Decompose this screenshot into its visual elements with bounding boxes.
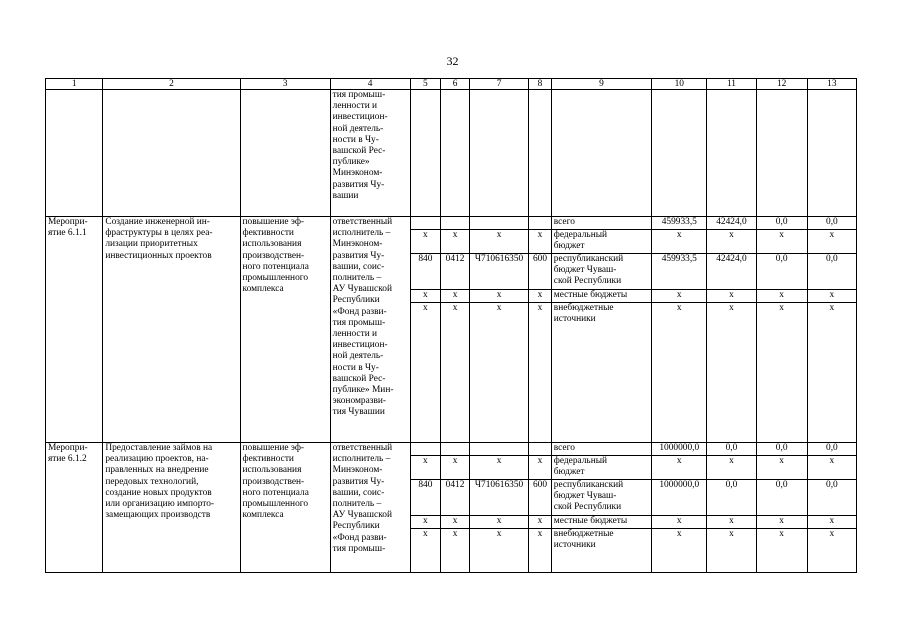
kbk-expense-type-cell xyxy=(529,443,552,456)
activity-id-cell: Меропри- ятие 6.1.1 xyxy=(46,217,103,443)
funding-source-cell: республиканский бюджет Чуваш- ской Республики xyxy=(551,254,651,290)
kbk-section-cell: 0412 xyxy=(441,254,470,290)
amount-cell: x xyxy=(807,303,856,443)
kbk-section-cell: x xyxy=(441,290,470,303)
funding-source-cell: федеральный бюджет xyxy=(551,456,651,480)
kbk-expense-type-cell: 600 xyxy=(529,254,552,290)
continuation-row xyxy=(46,90,857,217)
amount-cell: x xyxy=(756,230,807,254)
amount-cell: 1000000,0 xyxy=(652,443,707,456)
activity-goal-cell: повышение эф- фективности использования производствен- ного потенциала промышленного комплекса xyxy=(240,443,330,573)
funding-source-cell: всего xyxy=(551,217,651,230)
column-number-row xyxy=(46,79,857,90)
amount-cell: 459933,5 xyxy=(652,217,707,230)
amount-cell: x xyxy=(652,303,707,443)
amount-cell: x xyxy=(707,456,756,480)
kbk-expense-type-cell xyxy=(529,217,552,230)
kbk-target-article-cell: Ч710616350 xyxy=(469,480,528,516)
kbk-ministry-cell: 840 xyxy=(410,254,441,290)
amount-cell: 1000000,0 xyxy=(652,480,707,516)
amount-cell: x xyxy=(756,529,807,573)
amount-cell: 0,0 xyxy=(756,217,807,230)
amount-cell: x xyxy=(807,456,856,480)
kbk-ministry-cell: x xyxy=(410,230,441,254)
amount-cell: x xyxy=(807,230,856,254)
amount-cell: x xyxy=(756,290,807,303)
kbk-target-article-cell: x xyxy=(469,529,528,573)
funding-source-cell: внебюджетные источники xyxy=(551,303,651,443)
column-number: 6 xyxy=(441,79,470,90)
amount-cell: 0,0 xyxy=(707,443,756,456)
column-number: 9 xyxy=(551,79,651,90)
kbk-section-cell: 0412 xyxy=(441,480,470,516)
amount-cell: 0,0 xyxy=(707,480,756,516)
amount-cell: x xyxy=(756,303,807,443)
amount-cell: x xyxy=(807,290,856,303)
amount-cell: 0,0 xyxy=(807,217,856,230)
amount-cell: x xyxy=(707,516,756,529)
amount-cell: 0,0 xyxy=(807,480,856,516)
amount-cell: 0,0 xyxy=(807,254,856,290)
column-number: 1 xyxy=(46,79,103,90)
funding-source-cell: внебюджетные источники xyxy=(551,529,651,573)
kbk-expense-type-cell: x xyxy=(529,230,552,254)
activity-name-cell: Создание инженерной ин- фраструктуры в целях реа- лизации приоритетных инвестиционных проектов xyxy=(103,217,240,443)
executor-cell: тия промыш- ленности и инвестицион- ной деятель- ности в Чу- вашской Рес- публике» Минэконом- развития Чу- вашии xyxy=(330,90,410,217)
kbk-expense-type-cell: 600 xyxy=(529,480,552,516)
funding-source-cell: республиканский бюджет Чуваш- ской Республики xyxy=(551,480,651,516)
kbk-target-article-cell: x xyxy=(469,456,528,480)
amount-cell: x xyxy=(756,456,807,480)
kbk-ministry-cell: 840 xyxy=(410,480,441,516)
amount-cell: x xyxy=(756,516,807,529)
kbk-expense-type-cell: x xyxy=(529,303,552,443)
kbk-target-article-cell xyxy=(469,443,528,456)
funding-source-cell: всего xyxy=(551,443,651,456)
amount-cell: x xyxy=(807,529,856,573)
kbk-section-cell xyxy=(441,443,470,456)
amount-cell: x xyxy=(807,516,856,529)
table-row xyxy=(46,443,857,456)
amount-cell: x xyxy=(652,456,707,480)
kbk-target-article-cell: x xyxy=(469,516,528,529)
kbk-ministry-cell: x xyxy=(410,516,441,529)
kbk-section-cell: x xyxy=(441,230,470,254)
column-number: 4 xyxy=(330,79,410,90)
amount-cell: 0,0 xyxy=(756,443,807,456)
funding-source-cell: местные бюджеты xyxy=(551,290,651,303)
column-number: 10 xyxy=(652,79,707,90)
kbk-target-article-cell: x xyxy=(469,230,528,254)
column-number: 8 xyxy=(529,79,552,90)
kbk-ministry-cell: x xyxy=(410,529,441,573)
kbk-section-cell: x xyxy=(441,529,470,573)
kbk-expense-type-cell: x xyxy=(529,290,552,303)
column-number: 12 xyxy=(756,79,807,90)
budget-table xyxy=(45,78,857,573)
kbk-ministry-cell xyxy=(410,217,441,230)
kbk-target-article-cell xyxy=(469,217,528,230)
kbk-target-article-cell: x xyxy=(469,290,528,303)
amount-cell: x xyxy=(652,290,707,303)
amount-cell: 0,0 xyxy=(756,254,807,290)
executor-cell: ответственный исполнитель – Минэконом- развития Чу- вашии, соис- полнитель – АУ Чувашской Республики «Фонд разви- тия промыш- ленности и инвестицион- ной деятель- ности в Чу- вашской Рес- публике» Мин- экономразви- тия Чувашии xyxy=(330,217,410,443)
column-number: 11 xyxy=(707,79,756,90)
kbk-expense-type-cell: x xyxy=(529,529,552,573)
column-number: 2 xyxy=(103,79,240,90)
kbk-section-cell: x xyxy=(441,516,470,529)
amount-cell: 42424,0 xyxy=(707,254,756,290)
activity-name-cell: Предоставление займов на реализацию проектов, на- правленных на внедрение передовых технологий, создание новых продуктов или организацию импорто- замещающих производств xyxy=(103,443,240,573)
amount-cell: x xyxy=(707,529,756,573)
column-number: 3 xyxy=(240,79,330,90)
kbk-ministry-cell: x xyxy=(410,456,441,480)
amount-cell: x xyxy=(652,529,707,573)
amount-cell: x xyxy=(707,303,756,443)
kbk-target-article-cell: Ч710616350 xyxy=(469,254,528,290)
activity-id-cell: Меропри- ятие 6.1.2 xyxy=(46,443,103,573)
kbk-expense-type-cell: x xyxy=(529,516,552,529)
amount-cell: 459933,5 xyxy=(652,254,707,290)
funding-source-cell: местные бюджеты xyxy=(551,516,651,529)
table-row xyxy=(46,217,857,230)
column-number: 7 xyxy=(469,79,528,90)
amount-cell: 0,0 xyxy=(807,443,856,456)
activity-goal-cell: повышение эф- фективности использования производствен- ного потенциала промышленного комплекса xyxy=(240,217,330,443)
kbk-ministry-cell: x xyxy=(410,290,441,303)
kbk-expense-type-cell: x xyxy=(529,456,552,480)
kbk-section-cell: x xyxy=(441,303,470,443)
funding-source-cell: федеральный бюджет xyxy=(551,230,651,254)
amount-cell: x xyxy=(707,290,756,303)
kbk-ministry-cell: x xyxy=(410,303,441,443)
amount-cell: x xyxy=(652,516,707,529)
amount-cell: 0,0 xyxy=(756,480,807,516)
kbk-section-cell: x xyxy=(441,456,470,480)
amount-cell: 42424,0 xyxy=(707,217,756,230)
executor-cell: ответственный исполнитель – Минэконом- развития Чу- вашии, соис- полнитель – АУ Чувашской Республики «Фонд разви- тия промыш- xyxy=(330,443,410,573)
amount-cell: x xyxy=(707,230,756,254)
page-number: 32 xyxy=(446,54,459,68)
kbk-ministry-cell xyxy=(410,443,441,456)
kbk-section-cell xyxy=(441,217,470,230)
column-number: 13 xyxy=(807,79,856,90)
column-number: 5 xyxy=(410,79,441,90)
amount-cell: x xyxy=(652,230,707,254)
kbk-target-article-cell: x xyxy=(469,303,528,443)
